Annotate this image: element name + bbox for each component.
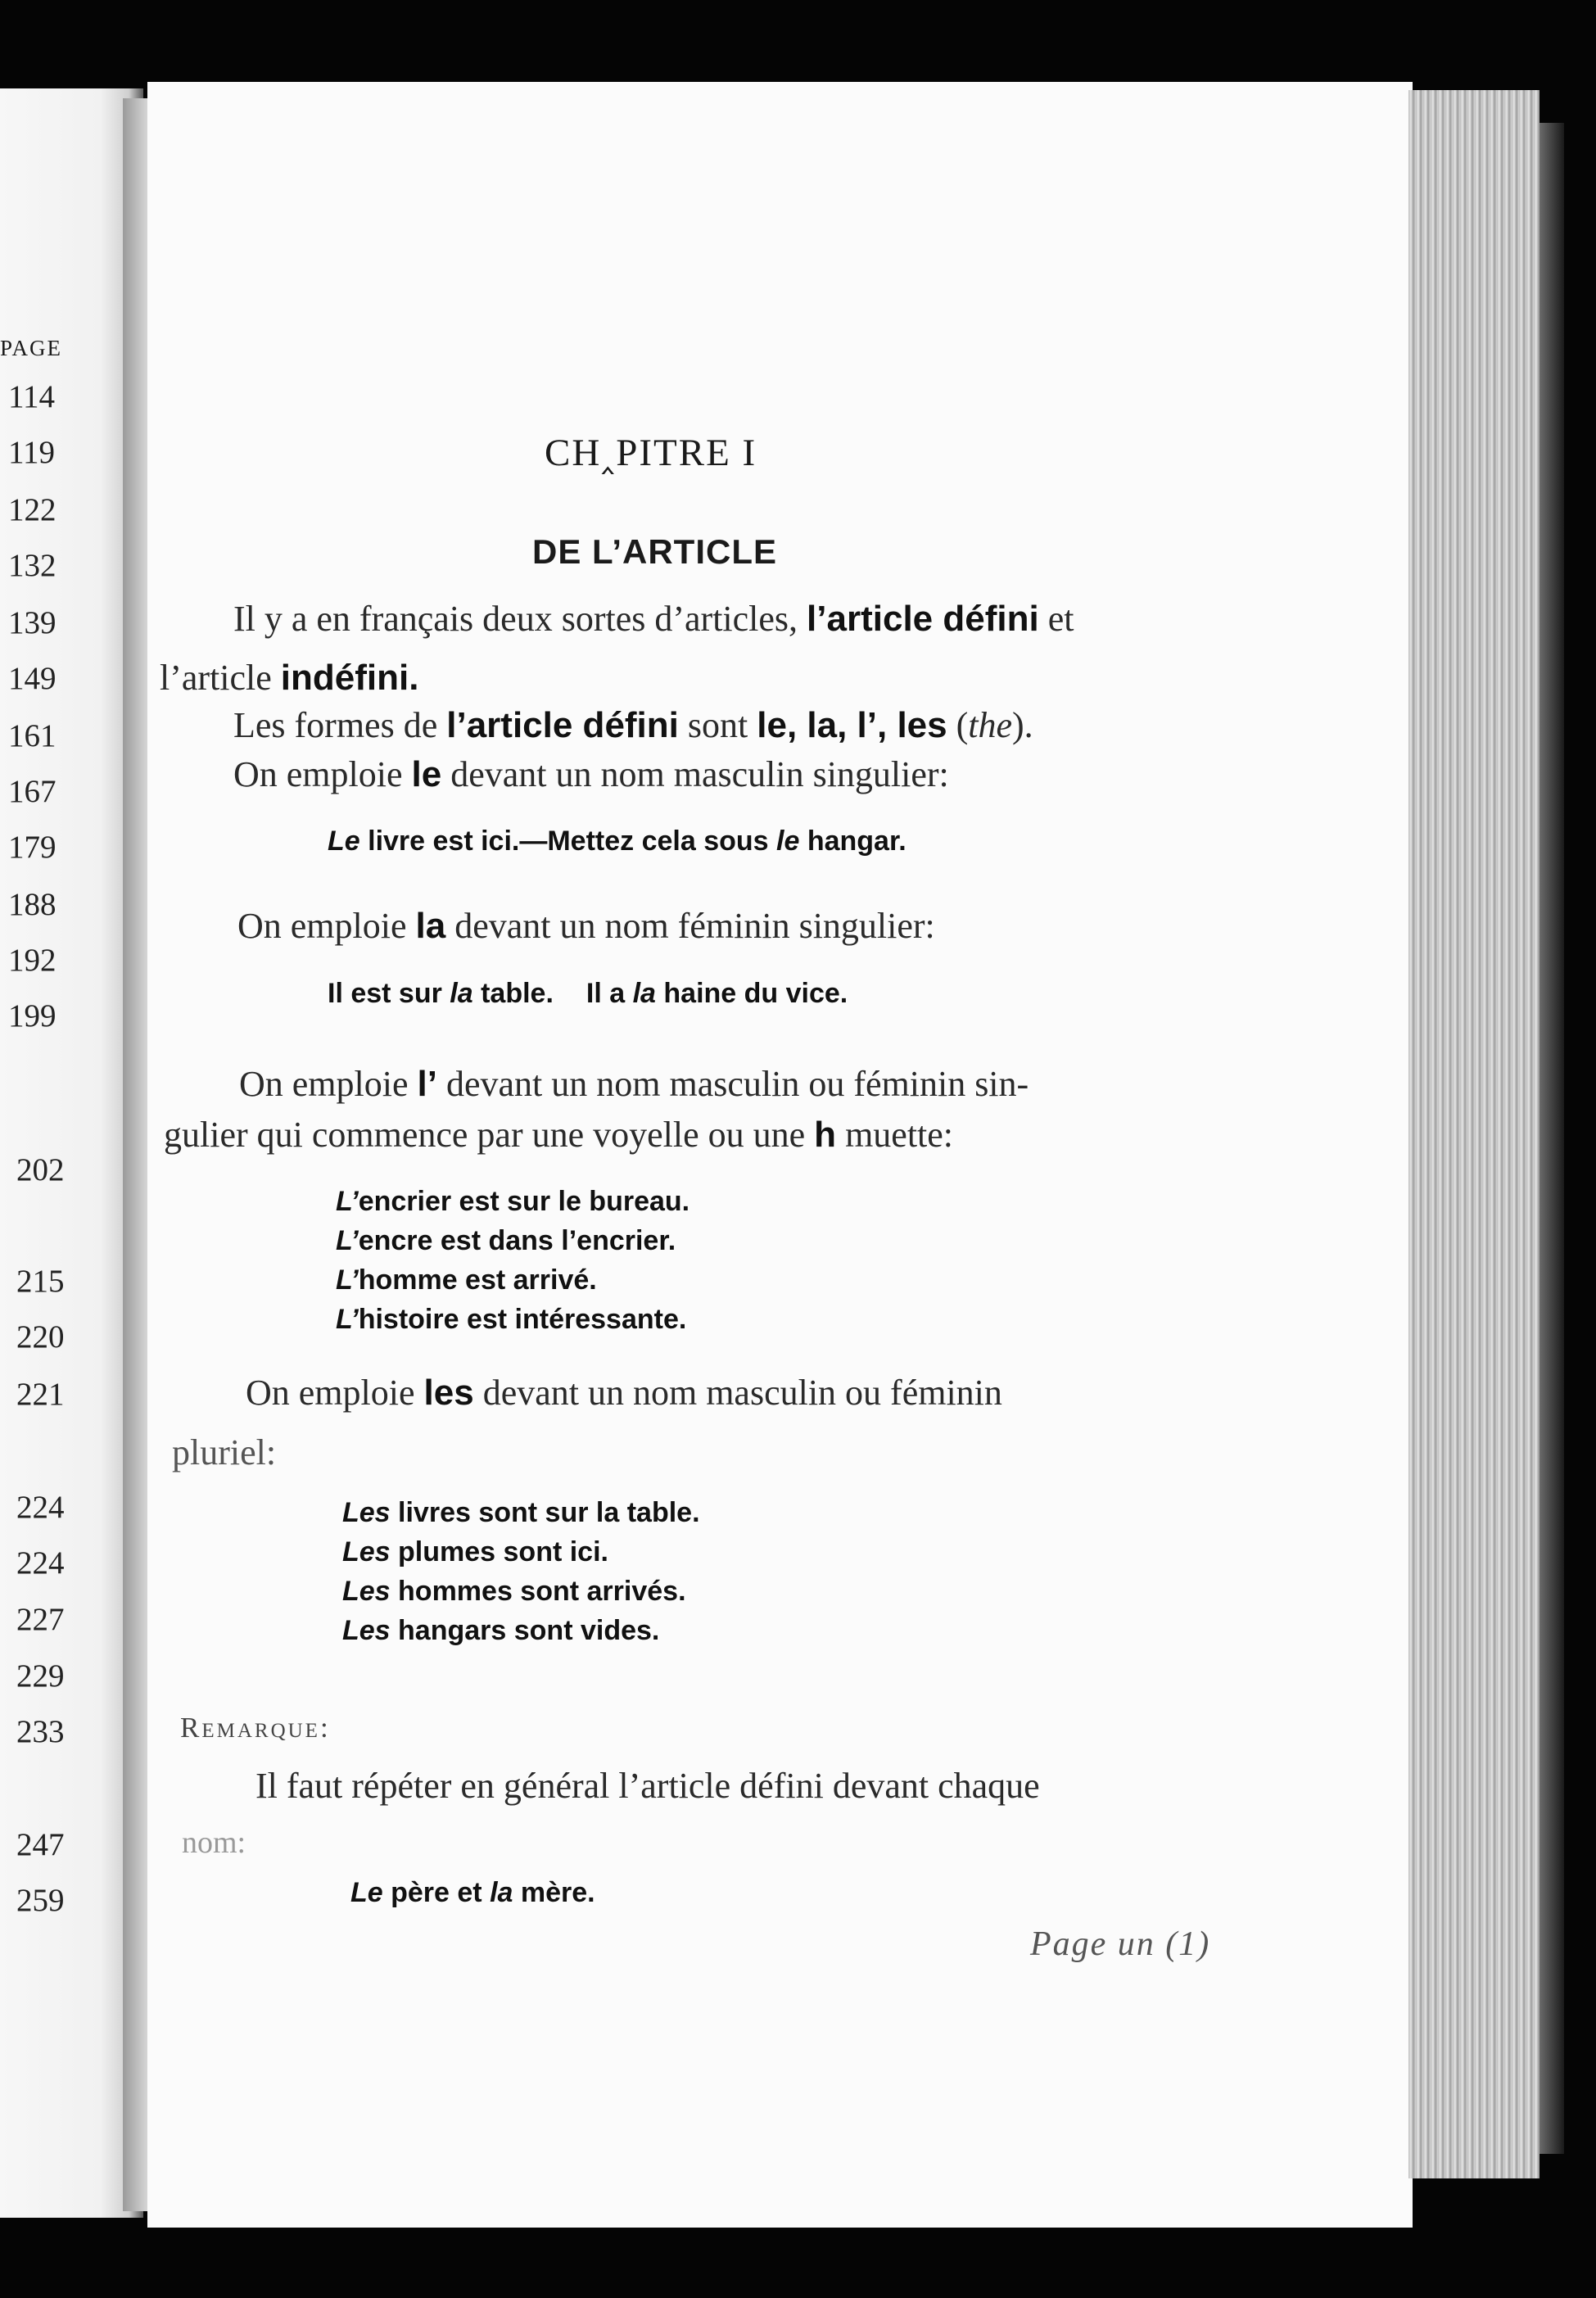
toc-page-number: 149 [8,661,57,696]
chapter-title: DE L’ARTICLE [532,532,778,571]
toc-page-number: 259 [16,1883,65,1918]
toc-page-number: 119 [8,435,56,470]
toc-page-number: 167 [8,774,57,809]
toc-page-number: 161 [8,718,57,753]
toc-page-number: 188 [8,887,57,922]
toc-page-number: 227 [16,1602,65,1637]
example-line: Le livre est ici.—Mettez cela sous le hangar. [328,826,907,857]
chapter-heading: CH‸PITRE I [545,432,757,474]
toc-page-number: 132 [8,548,57,583]
example-line: Les hommes sont arrivés. [342,1576,686,1607]
page-edges-shadow [1539,123,1564,2154]
toc-page-number: 139 [8,605,57,640]
example-line: L’encrier est sur le bureau. [336,1186,690,1217]
paragraph-line: On emploie les devant un nom masculin ou féminin [246,1373,1002,1413]
toc-page-number: 233 [16,1714,65,1749]
paragraph-line: pluriel: [172,1432,277,1472]
toc-page-number: 224 [16,1545,65,1581]
toc-page-header: PAGE [0,336,63,360]
example-line: Les hangars sont vides. [342,1615,660,1646]
toc-page-number: 229 [16,1658,65,1694]
toc-page-number: 247 [16,1827,65,1862]
example-line: Le père et la mère. [350,1877,595,1908]
example-line: Il est sur la table. Il a la haine du vice. [328,978,848,1009]
page-edges [1408,90,1539,2178]
paragraph-line: gulier qui commence par une voyelle ou une h muette: [164,1115,954,1155]
toc-page-number: 192 [8,943,57,978]
paragraph-line: On emploie l’ devant un nom masculin ou féminin sin- [239,1064,1029,1104]
remark-label: Remarque: [180,1712,331,1744]
paragraph-line: On emploie le devant un nom masculin singulier: [233,754,949,794]
page-number: Page un (1) [1030,1925,1211,1963]
toc-page-number: 220 [16,1319,65,1355]
toc-page-number: 224 [16,1490,65,1525]
toc-page-number: 199 [8,998,57,1034]
example-line: Les livres sont sur la table. [342,1497,700,1528]
example-line: L’encre est dans l’encrier. [336,1225,676,1256]
paragraph-line: Les formes de l’article défini sont le, la, l’, les (the). [233,705,1033,745]
example-line: Les plumes sont ici. [342,1536,608,1567]
toc-page-number: 122 [8,492,57,527]
paragraph-line: On emploie la devant un nom féminin singulier: [237,906,935,946]
paragraph-line: Il y a en français deux sortes d’articles, l’article défini et [233,599,1074,639]
paragraph-line: l’article indéfini. [160,658,419,698]
toc-page-number: 202 [16,1152,65,1187]
toc-page-number: 179 [8,830,57,865]
example-line: L’histoire est intéressante. [336,1304,687,1335]
toc-page-number: 215 [16,1264,65,1299]
toc-page-number: 114 [8,379,56,414]
paragraph-line: nom: [182,1825,246,1860]
toc-page-number: 221 [16,1377,65,1412]
paragraph-line: Il faut répéter en général l’article défini devant chaque [255,1766,1040,1806]
example-line: L’homme est arrivé. [336,1264,597,1296]
